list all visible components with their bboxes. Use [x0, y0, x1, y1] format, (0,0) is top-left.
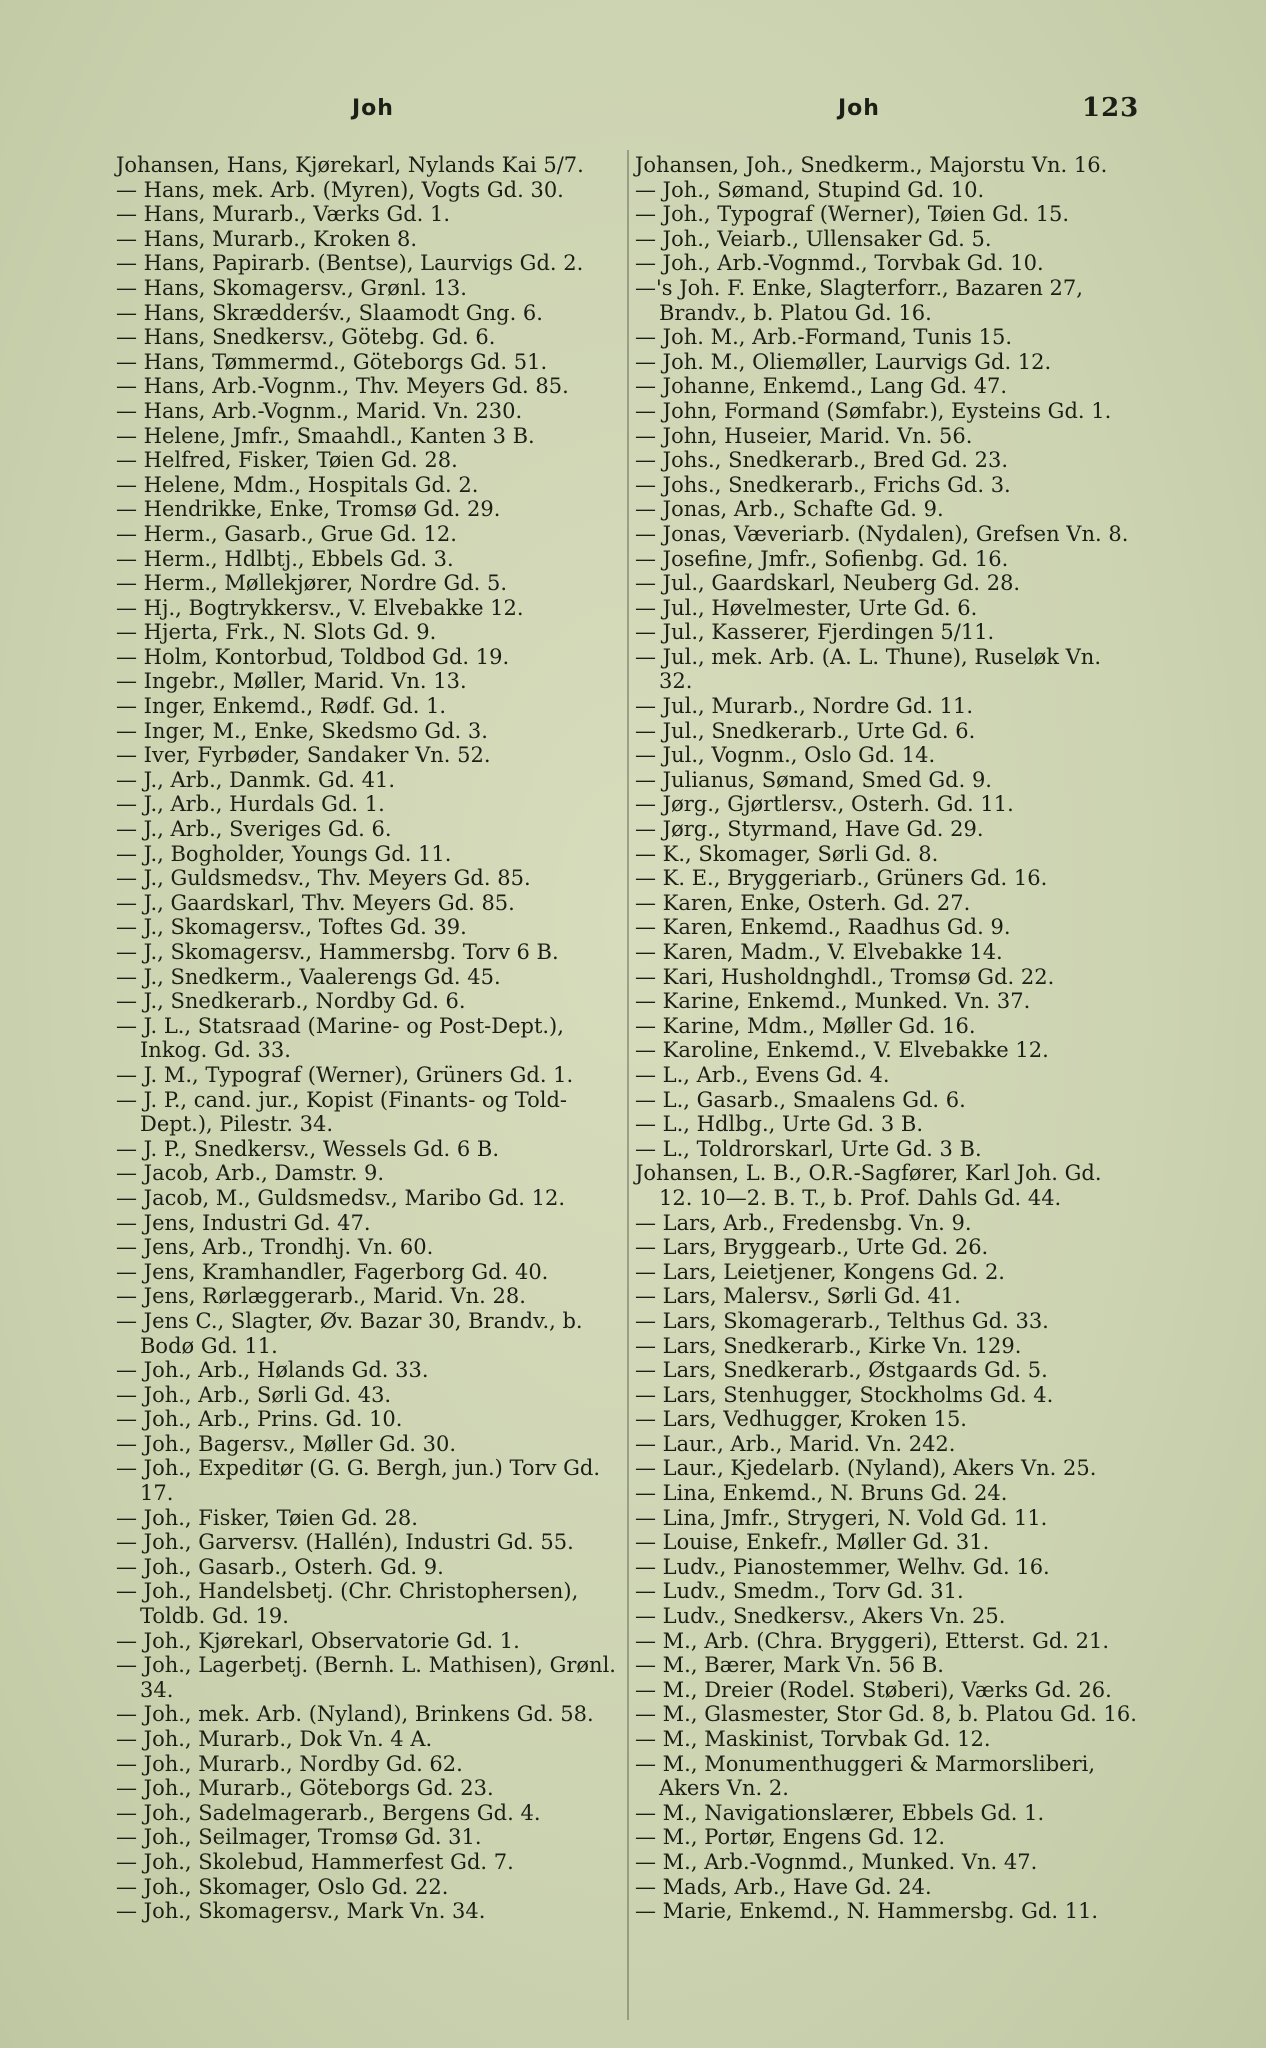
directory-entry: — Joh., Sadelmagerarb., Bergens Gd. 4. [116, 1800, 541, 1825]
directory-entry: — Karen, Enke, Osterh. Gd. 27. [635, 890, 971, 915]
directory-entry: — M., Dreier (Rodel. Støberi), Værks Gd. 26. [635, 1677, 1112, 1702]
directory-entry: — Joh., mek. Arb. (Nyland), Brinkens Gd. 58. [116, 1702, 594, 1727]
directory-entry: — J. L., Statsraad (Marine- og Post-Dept.), Inkog. Gd. 33. [116, 1013, 564, 1063]
directory-entry: —'s Joh. F. Enke, Slagterforr., Bazaren 27, Brandv., b. Platou Gd. 16. [635, 275, 1083, 325]
directory-entry: — Mads, Arb., Have Gd. 24. [635, 1874, 932, 1899]
directory-entry: — Karine, Mdm., Møller Gd. 16. [635, 1013, 976, 1038]
directory-entry: — John, Huseier, Marid. Vn. 56. [635, 423, 973, 448]
directory-entry: — Jonas, Arb., Schafte Gd. 9. [635, 497, 944, 522]
directory-entry: Johansen, Joh., Snedkerm., Majorstu Vn. 16. [635, 153, 1108, 177]
directory-entry: — Ingebr., Møller, Marid. Vn. 13. [116, 669, 467, 694]
directory-entry: — Lars, Stenhugger, Stockholms Gd. 4. [635, 1382, 1054, 1407]
directory-entry: — Karen, Enkemd., Raadhus Gd. 9. [635, 915, 1011, 940]
directory-entry: — Jul., Høvelmester, Urte Gd. 6. [635, 595, 978, 620]
directory-entry: — Jens, Arb., Trondhj. Vn. 60. [116, 1235, 434, 1260]
directory-entry: — Joh., Gasarb., Osterh. Gd. 9. [116, 1554, 444, 1579]
directory-entry: — M., Portør, Engens Gd. 12. [635, 1825, 945, 1850]
directory-entry: — M., Monumenthuggeri & Marmorsliberi, Akers Vn. 2. [635, 1751, 1096, 1801]
directory-entry: — Joh., Garversv. (Hallén), Industri Gd. 55. [116, 1530, 574, 1555]
directory-entry: — Hans, Skomagersv., Grønl. 13. [116, 275, 467, 300]
directory-entry: — Johs., Snedkerarb., Frichs Gd. 3. [635, 472, 1011, 497]
directory-entry: — Joh., Arb., Sørli Gd. 43. [116, 1382, 392, 1407]
directory-entry: — Joh., Sømand, Stupind Gd. 10. [635, 177, 985, 202]
directory-entry: — J. P., Snedkersv., Wessels Gd. 6 B. [116, 1136, 500, 1161]
right-column [635, 153, 1140, 1924]
directory-entry: — J., Gaardskarl, Thv. Meyers Gd. 85. [116, 890, 515, 915]
directory-entry: — M., Navigationslærer, Ebbels Gd. 1. [635, 1800, 1045, 1825]
directory-entry: — L., Hdlbg., Urte Gd. 3 B. [635, 1112, 924, 1137]
directory-entry: — Joh., Fisker, Tøien Gd. 28. [116, 1505, 418, 1530]
directory-entry: — Joh., Handelsbetj. (Chr. Christophersen), Toldb. Gd. 19. [116, 1579, 579, 1629]
directory-entry: — Karine, Enkemd., Munked. Vn. 37. [635, 989, 1031, 1014]
directory-entry: — Lars, Vedhugger, Kroken 15. [635, 1407, 967, 1432]
directory-entry: — Jens, Industri Gd. 47. [116, 1210, 371, 1235]
directory-entry: — J., Snedkerm., Vaalerengs Gd. 45. [116, 964, 501, 989]
directory-entry: — Hans, Murarb., Værks Gd. 1. [116, 202, 451, 227]
directory-entry: — Louise, Enkefr., Møller Gd. 31. [635, 1530, 990, 1555]
directory-entry: — Jul., Vognm., Oslo Gd. 14. [635, 743, 936, 768]
directory-entry: — Hans, Murarb., Kroken 8. [116, 226, 418, 251]
directory-entry: — M., Bærer, Mark Vn. 56 B. [635, 1653, 944, 1678]
directory-entry: — Lars, Skomagerarb., Telthus Gd. 33. [635, 1308, 1049, 1333]
directory-entry: — Herm., Møllekjører, Nordre Gd. 5. [116, 571, 508, 596]
directory-entry: — Josefine, Jmfr., Sofienbg. Gd. 16. [635, 546, 1009, 571]
running-header-left: Joh [352, 96, 394, 121]
directory-entry: — Joh. M., Oliemøller, Laurvigs Gd. 12. [635, 349, 1052, 374]
directory-entry: — Iver, Fyrbøder, Sandaker Vn. 52. [116, 743, 491, 768]
directory-entry: — Joh. M., Arb.-Formand, Tunis 15. [635, 325, 1013, 350]
directory-entry: — Lars, Leietjener, Kongens Gd. 2. [635, 1259, 1005, 1284]
directory-entry: — Johs., Snedkerarb., Bred Gd. 23. [635, 448, 1009, 473]
directory-entry: — Lina, Enkemd., N. Bruns Gd. 24. [635, 1481, 1008, 1506]
directory-entry: — Marie, Enkemd., N. Hammersbg. Gd. 11. [635, 1899, 1099, 1924]
directory-entry: — J., Snedkerarb., Nordby Gd. 6. [116, 989, 466, 1014]
directory-entry: — Joh., Typograf (Werner), Tøien Gd. 15. [635, 202, 1070, 227]
directory-entry: — Lars, Arb., Fredensbg. Vn. 9. [635, 1210, 972, 1235]
directory-entry: — John, Formand (Sømfabr.), Eysteins Gd. 1. [635, 398, 1112, 423]
directory-entry: — Joh., Murarb., Dok Vn. 4 A. [116, 1727, 433, 1751]
directory-entry: — M., Glasmester, Stor Gd. 8, b. Platou Gd. 16. [635, 1702, 1137, 1727]
directory-entry: — Laur., Kjedelarb. (Nyland), Akers Vn. 25. [635, 1456, 1097, 1481]
directory-entry: — Lars, Bryggearb., Urte Gd. 26. [635, 1235, 989, 1260]
directory-entry: — Holm, Kontorbud, Toldbod Gd. 19. [116, 644, 510, 669]
page-number: 123 [1082, 93, 1140, 123]
directory-entry: — L., Toldrorskarl, Urte Gd. 3 B. [635, 1136, 982, 1161]
directory-entry: — Jul., Snedkerarb., Urte Gd. 6. [635, 718, 976, 743]
left-column [116, 153, 626, 1924]
directory-entry: — Joh., Skomager, Oslo Gd. 22. [116, 1874, 449, 1899]
directory-entry: — Hjerta, Frk., N. Slots Gd. 9. [116, 620, 437, 645]
directory-entry: — Lars, Snedkerarb., Kirke Vn. 129. [635, 1333, 1022, 1358]
directory-entry: — Jørg., Gjørtlersv., Osterh. Gd. 11. [635, 792, 1014, 817]
directory-entry: — J., Guldsmedsv., Thv. Meyers Gd. 85. [116, 866, 531, 891]
directory-entry: — Lars, Malersv., Sørli Gd. 41. [635, 1284, 961, 1309]
directory-entry: — J., Skomagersv., Toftes Gd. 39. [116, 915, 467, 940]
directory-entry: — Jul., Murarb., Nordre Gd. 11. [635, 694, 974, 719]
directory-entry: — Joh., Bagersv., Møller Gd. 30. [116, 1431, 457, 1456]
directory-entry: — K. E., Bryggeriarb., Grüners Gd. 16. [635, 866, 1048, 891]
directory-entry: — Laur., Arb., Marid. Vn. 242. [635, 1431, 956, 1456]
directory-entry: — L., Gasarb., Smaalens Gd. 6. [635, 1087, 966, 1112]
directory-entry: — Jul., Kasserer, Fjerdingen 5/11. [635, 620, 995, 645]
directory-entry: — Jens, Rørlæggerarb., Marid. Vn. 28. [116, 1284, 526, 1309]
directory-entry: — Hans, Snedkersv., Götebg. Gd. 6. [116, 325, 496, 350]
directory-entry: — Helfred, Fisker, Tøien Gd. 28. [116, 448, 458, 473]
directory-entry: — Jul., Gaardskarl, Neuberg Gd. 28. [635, 571, 1021, 596]
directory-entry: — K., Skomager, Sørli Gd. 8. [635, 841, 939, 866]
directory-entry: — M., Arb. (Chra. Bryggeri), Etterst. Gd. 21. [635, 1628, 1110, 1653]
directory-entry: — Joh., Lagerbetj. (Bernh. L. Mathisen), Grønl. 34. [116, 1653, 616, 1702]
directory-entry: — Hj., Bogtrykkersv., V. Elvebakke 12. [116, 595, 524, 620]
directory-entry: — Jacob, M., Guldsmedsv., Maribo Gd. 12. [116, 1185, 566, 1210]
column-divider [627, 150, 629, 2020]
directory-entry: — Karoline, Enkemd., V. Elvebakke 12. [635, 1038, 1049, 1063]
directory-entry: Johansen, L. B., O.R.-Sagfører, Karl Joh. Gd. 12. 10—2. B. T., b. Prof. Dahls Gd. 44. [635, 1161, 1102, 1210]
directory-entry: — Ludv., Snedkersv., Akers Vn. 25. [635, 1604, 1006, 1629]
directory-entry: — Hans, Arb.-Vognm., Marid. Vn. 230. [116, 398, 523, 423]
directory-entry: — Joh., Veiarb., Ullensaker Gd. 5. [635, 226, 992, 251]
directory-entry: — Jonas, Væveriarb. (Nydalen), Grefsen Vn. 8. [635, 521, 1129, 546]
directory-entry: — Ludv., Pianostemmer, Welhv. Gd. 16. [635, 1554, 1050, 1579]
directory-entry: — Jacob, Arb., Damstr. 9. [116, 1161, 385, 1186]
directory-entry: — J. M., Typograf (Werner), Grüners Gd. 1. [116, 1062, 574, 1087]
directory-entry: — Helene, Mdm., Hospitals Gd. 2. [116, 472, 479, 497]
directory-entry: — J., Bogholder, Youngs Gd. 11. [116, 841, 452, 866]
directory-entry: — Joh., Murarb., Nordby Gd. 62. [116, 1751, 463, 1776]
directory-entry: — Jul., mek. Arb. (A. L. Thune), Ruseløk Vn. 32. [635, 644, 1101, 694]
directory-entry: — Herm., Hdlbtj., Ebbels Gd. 3. [116, 546, 454, 571]
directory-entry: — Kari, Husholdnghdl., Tromsø Gd. 22. [635, 964, 1055, 989]
directory-entry: — J., Arb., Hurdals Gd. 1. [116, 792, 385, 817]
directory-entry: — J. P., cand. jur., Kopist (Finants- og Told-Dept.), Pilestr. 34. [116, 1087, 567, 1137]
directory-entry: — L., Arb., Evens Gd. 4. [635, 1062, 890, 1087]
directory-entry: — Julianus, Sømand, Smed Gd. 9. [635, 767, 992, 792]
directory-entry: — Joh., Kjørekarl, Observatorie Gd. 1. [116, 1628, 520, 1653]
directory-entry: — Lina, Jmfr., Strygeri, N. Vold Gd. 11. [635, 1505, 1048, 1530]
directory-entry: — Hendrikke, Enke, Tromsø Gd. 29. [116, 497, 501, 522]
directory-entry: — Joh., Skomagersv., Mark Vn. 34. [116, 1899, 486, 1924]
running-header-center: Joh [838, 96, 880, 121]
directory-entry: — Joh., Murarb., Göteborgs Gd. 23. [116, 1776, 494, 1801]
directory-entry: — Inger, M., Enke, Skedsmo Gd. 3. [116, 718, 488, 743]
directory-entry: — Herm., Gasarb., Grue Gd. 12. [116, 521, 457, 546]
directory-entry: — Joh., Arb., Prins. Gd. 10. [116, 1407, 403, 1432]
directory-entry: — Hans, Papirarb. (Bentse), Laurvigs Gd. 2. [116, 251, 584, 276]
directory-entry: — Jørg., Styrmand, Have Gd. 29. [635, 817, 984, 842]
directory-entry: — Hans, Arb.-Vognm., Thv. Meyers Gd. 85. [116, 374, 569, 399]
directory-entry: — Helene, Jmfr., Smaahdl., Kanten 3 B. [116, 423, 535, 448]
directory-entry: — J., Arb., Sveriges Gd. 6. [116, 817, 392, 842]
directory-entry: — Karen, Madm., V. Elvebakke 14. [635, 940, 1003, 964]
directory-entry: Johansen, Hans, Kjørekarl, Nylands Kai 5/7. [116, 153, 584, 177]
directory-entry: — Joh., Arb., Hølands Gd. 33. [116, 1358, 429, 1383]
directory-entry: — Lars, Snedkerarb., Østgaards Gd. 5. [635, 1358, 1048, 1383]
directory-entry: — Inger, Enkemd., Rødf. Gd. 1. [116, 694, 447, 719]
directory-entry: — M., Maskinist, Torvbak Gd. 12. [635, 1727, 991, 1751]
directory-entry: — J., Skomagersv., Hammersbg. Torv 6 B. [116, 940, 559, 964]
directory-entry: — Jens C., Slagter, Øv. Bazar 30, Brandv., b. Bodø Gd. 11. [116, 1308, 583, 1358]
directory-entry: — Joh., Expeditør (G. G. Bergh, jun.) Torv Gd. 17. [116, 1456, 601, 1506]
directory-entry: — Joh., Arb.-Vognmd., Torvbak Gd. 10. [635, 251, 1044, 276]
directory-entry: — Hans, Skrædderśv., Slaamodt Gng. 6. [116, 300, 543, 325]
directory-entry: — Joh., Seilmager, Tromsø Gd. 31. [116, 1825, 482, 1850]
directory-entry: — Hans, Tømmermd., Göteborgs Gd. 51. [116, 349, 548, 374]
directory-entry: — J., Arb., Danmk. Gd. 41. [116, 767, 395, 792]
directory-entry: — M., Arb.-Vognmd., Munked. Vn. 47. [635, 1849, 1038, 1874]
directory-entry: — Johanne, Enkemd., Lang Gd. 47. [635, 374, 1008, 399]
directory-entry: — Joh., Skolebud, Hammerfest Gd. 7. [116, 1849, 514, 1874]
directory-entry: — Jens, Kramhandler, Fagerborg Gd. 40. [116, 1259, 549, 1284]
directory-entry: — Hans, mek. Arb. (Myren), Vogts Gd. 30. [116, 177, 564, 202]
directory-entry: — Ludv., Smedm., Torv Gd. 31. [635, 1579, 964, 1604]
